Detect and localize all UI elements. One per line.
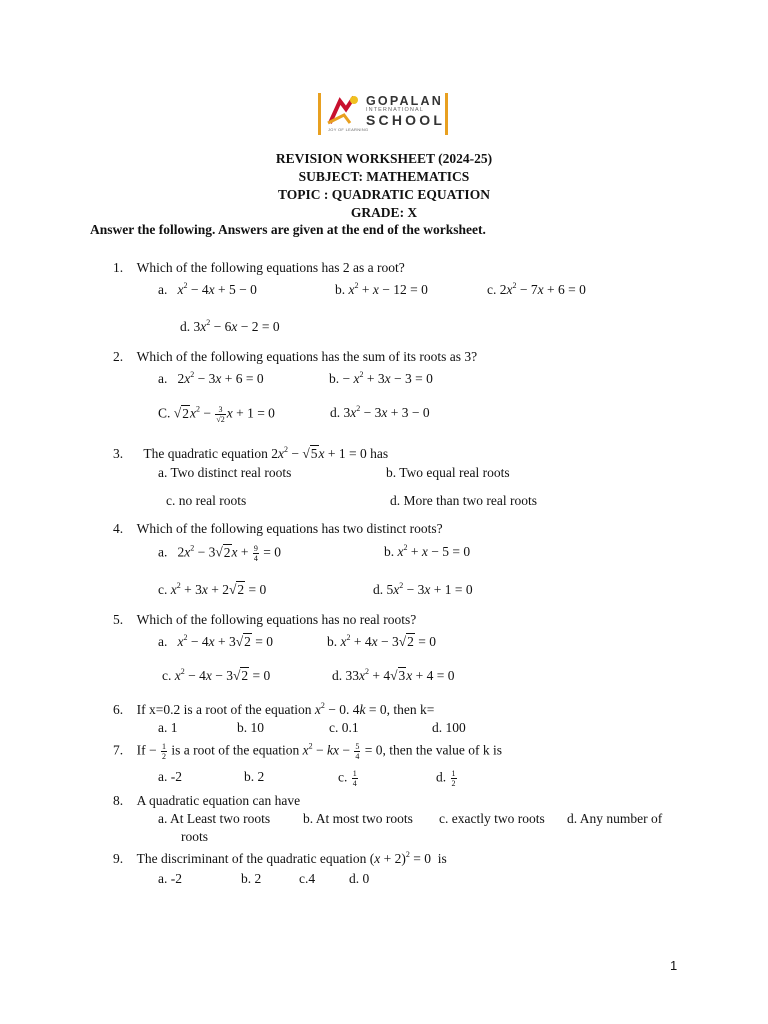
- q7-option-c: c. $\frac{1}{4}$: [338, 769, 357, 788]
- q9-option-a: a. -2: [158, 871, 182, 886]
- q2-option-a: a. $2x^2 - 3x + 6 = 0$: [158, 370, 264, 386]
- q2-option-c: C. $√2x^2$ − $\frac{3}{√2}$ x + 1 = 0: [158, 404, 275, 424]
- logo-figure-icon: [324, 95, 364, 127]
- question-8: [113, 793, 300, 809]
- question-number: 3.: [113, 446, 124, 461]
- question-4: [113, 521, 443, 537]
- question-text-tail: , then the value of k is: [382, 742, 503, 758]
- question-number: 7.: [113, 742, 124, 758]
- q8-option-d: d. Any number of: [567, 811, 663, 826]
- question-text: A quadratic equation can have: [136, 793, 301, 808]
- question-text: The discriminant of the quadratic equation: [136, 851, 367, 866]
- q1-option-b: b. $x^2 + x - 12 = 0$: [335, 281, 428, 297]
- question-text-tail: has: [370, 446, 389, 461]
- school-logo: [318, 93, 450, 135]
- q3-option-a: a. Two distinct real roots: [158, 465, 292, 480]
- question-number: 1.: [113, 260, 124, 275]
- page-number: 1: [670, 958, 678, 973]
- logo-tagline: JOY OF LEARNING: [328, 127, 369, 132]
- q3-option-b: b. Two equal real roots: [386, 465, 510, 480]
- question-3: 3. The quadratic equation $2x^2 - √5x + 1 = 0$ has: [113, 445, 389, 461]
- q9-option-b: b. 2: [241, 871, 262, 886]
- q1-option-d: d. $3x^2 - 6x - 2 = 0$: [180, 318, 280, 334]
- option-label: d.: [436, 769, 447, 785]
- question-number: 4.: [113, 521, 124, 536]
- q1-option-a: a. $x^2 - 4x + 5 - 0$: [158, 281, 257, 297]
- question-number: 6.: [113, 702, 124, 717]
- q6-option-d: d. 100: [432, 720, 466, 735]
- q2-option-d: d. $3x^2 - 3x + 3 - 0$: [330, 404, 430, 420]
- q9-option-d: d. 0: [349, 871, 370, 886]
- q4-option-c: c. $x^2 + 3x + 2√2 = 0$: [158, 581, 267, 597]
- q5-option-c: c. $x^2 - 4x - 3√2 = 0$: [162, 667, 271, 683]
- question-text: If x=0.2 is a root of the equation: [136, 702, 312, 717]
- question-7: 7. If − $\frac{1}{2}$ is a root of the equation $x^2$ − kx − $\frac{5}{4}$ = 0, then the value of k is: [113, 741, 503, 761]
- q7-option-d: d. $\frac{1}{2}$: [436, 769, 456, 788]
- q6-option-c: c. 0.1: [329, 720, 359, 735]
- logo-text-gopalan: GOPALAN: [366, 94, 443, 108]
- question-text: The quadratic equation: [143, 446, 268, 461]
- question-6: 6. If x=0.2 is a root of the equation $x^2 - 0$. 4k = 0, then k=: [113, 701, 435, 717]
- option-label: c.: [338, 769, 348, 785]
- subject-line: SUBJECT: MATHEMATICS: [298, 169, 470, 184]
- logo-text-school: SCHOOL: [366, 112, 446, 128]
- question-text: If: [136, 742, 146, 758]
- question-1: [113, 260, 405, 276]
- worksheet-title: REVISION WORKSHEET (2024-25): [275, 151, 493, 166]
- q6-option-a: a. 1: [158, 720, 178, 735]
- question-text-tail: is: [437, 851, 447, 866]
- q5-option-d: d. $33x^2 + 4√3x + 4 = 0$: [332, 667, 455, 683]
- question-5: [113, 612, 416, 628]
- question-text-tail: , then k=: [386, 702, 435, 717]
- q8-option-a: a. At Least two roots: [158, 811, 271, 826]
- q8-option-b: b. At most two roots: [303, 811, 413, 826]
- grade-line: GRADE: X: [350, 205, 418, 220]
- logo-left-bar: [318, 93, 321, 135]
- q9-option-c: c.4: [299, 871, 316, 886]
- q8-option-a-continuation: roots: [181, 829, 208, 844]
- question-text: Which of the following equations has 2 as a root?: [136, 260, 405, 275]
- question-text: Which of the following equations has no real roots?: [136, 612, 417, 627]
- question-2: [113, 349, 477, 365]
- question-text: Which of the following equations has two distinct roots?: [136, 521, 443, 536]
- q7-option-b: b. 2: [244, 769, 265, 784]
- topic-line: TOPIC : QUADRATIC EQUATION: [278, 187, 490, 202]
- question-text: Which of the following equations has the sum of its roots as 3?: [136, 349, 478, 364]
- logo-text-international: INTERNATIONAL: [366, 107, 424, 113]
- q3-option-c: c. no real roots: [166, 493, 247, 508]
- q4-option-d: d. $5x^2 - 3x + 1 = 0$: [373, 581, 473, 597]
- q4-option-a: a. $2x^2 - 3√2x$ + $\frac{9}{4}$ = 0: [158, 543, 282, 563]
- question-number: 9.: [113, 851, 124, 866]
- q7-option-a: a. -2: [158, 769, 182, 784]
- q2-option-b: b. − $x^2 + 3x - 3 = 0$: [329, 370, 433, 386]
- question-number: 2.: [113, 349, 124, 364]
- q4-option-b: b. $x^2 + x - 5 = 0$: [384, 543, 471, 559]
- q5-option-b: b. $x^2 + 4x - 3√2 = 0$: [327, 633, 437, 649]
- q5-option-a: a. $x^2 - 4x + 3√2 = 0$: [158, 633, 274, 649]
- q1-option-c: c. $2x^2 - 7x + 6 = 0$: [487, 281, 586, 297]
- q3-option-d: d. More than two real roots: [390, 493, 537, 508]
- question-number: 5.: [113, 612, 124, 627]
- q8-option-c: c. exactly two roots: [439, 811, 545, 826]
- question-number: 8.: [113, 793, 124, 808]
- logo-right-bar: [445, 93, 448, 135]
- question-9: 9. The discriminant of the quadratic equation $(x + 2)^2 = 0$ is: [113, 850, 447, 866]
- instruction-line: Answer the following. Answers are given at the end of the worksheet.: [90, 222, 486, 237]
- q6-option-b: b. 10: [237, 720, 264, 735]
- question-text-mid: is a root of the equation: [171, 742, 300, 758]
